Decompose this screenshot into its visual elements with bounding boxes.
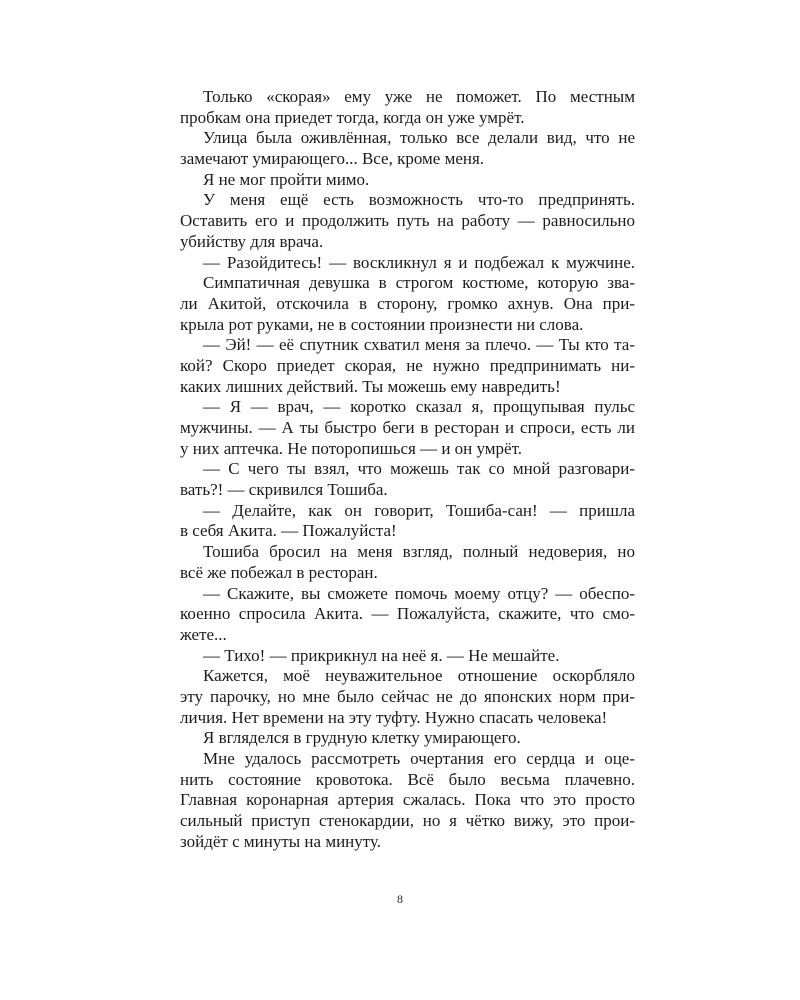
text-line: пробкам она приедет тогда, когда он уже умрёт. — [180, 107, 525, 127]
text-line: у них аптечка. Не поторопишься — и он умрёт. — [180, 438, 522, 458]
text-line: — С чего ты взял, что можешь так со мной разговари- — [203, 459, 635, 479]
text-line: мужчины. — А ты быстро беги в ресторан и спроси, есть ли — [180, 418, 635, 437]
text-line: замечают умирающего... Все, кроме меня. — [180, 149, 485, 169]
text-line: ли Акитой, отскочила в сторону, громко ахнув. Она при- — [180, 293, 635, 313]
text-line: убийству для врача. — [180, 231, 324, 251]
text-line: Только «скорая» ему уже не поможет. По местным — [203, 87, 635, 106]
text-line: — Эй! — её спутник схватил меня за плечо. — Ты кто та- — [203, 335, 635, 355]
body-text — [180, 87, 635, 852]
text-line: — Разойдитесь! — воскликнул я и подбежал к мужчине. — [203, 252, 635, 272]
text-line: эту парочку, но мне было сейчас не до японских норм при- — [180, 686, 635, 706]
text-line: — Я — врач, — коротко сказал я, прощупывая пульс — [203, 397, 635, 417]
text-line: — Скажите, вы сможете помочь моему отцу? — обеспо- — [203, 583, 635, 603]
text-line: вать?! — скривился Тошиба. — [180, 480, 388, 500]
text-line: Главная коронарная артерия сжалась. Пока что это просто — [180, 790, 635, 810]
text-line: жете... — [180, 624, 227, 644]
page-number: 8 — [397, 892, 403, 906]
text-line: — Тихо! — прикрикнул на неё я. — Не мешайте. — [203, 645, 560, 665]
text-line: Улица была оживлённая, только все делали вид, что не — [203, 128, 635, 148]
text-line: нить состояние кровотока. Всё было весьма плачевно. — [180, 769, 635, 789]
text-line: личия. Нет времени на эту туфту. Нужно спасать человека! — [180, 707, 608, 727]
text-line: коенно спросила Акита. — Пожалуйста, скажите, что смо- — [180, 604, 635, 624]
text-line: Мне удалось рассмотреть очертания его сердца и оце- — [203, 749, 635, 768]
text-line: зойдёт с минуты на минуту. — [180, 831, 382, 851]
text-line: Я не мог пройти мимо. — [203, 169, 370, 189]
text-line: каких лишних действий. Ты можешь ему навредить! — [180, 376, 561, 396]
text-line: Кажется, моё неуважительное отношение оскорбляло — [203, 666, 635, 686]
text-line: в себя Акита. — Пожалуйста! — [180, 521, 397, 541]
text-line: кой? Скоро приедет скорая, не нужно предпринимать ни- — [180, 355, 635, 375]
text-line: сильный приступ стенокардии, но я чётко вижу, это прои- — [180, 811, 635, 831]
text-line: Симпатичная девушка в строгом костюме, которую зва- — [203, 273, 635, 293]
text-line: крыла рот руками, не в состоянии произнести ни слова. — [180, 314, 584, 334]
text-line: Тошиба бросил на меня взгляд, полный недоверия, но — [203, 542, 635, 562]
text-line: — Делайте, как он говорит, Тошиба-сан! — пришла — [203, 500, 635, 520]
text-line: Оставить его и продолжить путь на работу — равносильно — [180, 211, 635, 231]
text-line: У меня ещё есть возможность что-то предпринять. — [203, 190, 635, 210]
text-line: всё же побежал в ресторан. — [180, 562, 378, 582]
text-line: Я вгляделся в грудную клетку умирающего. — [203, 728, 521, 748]
